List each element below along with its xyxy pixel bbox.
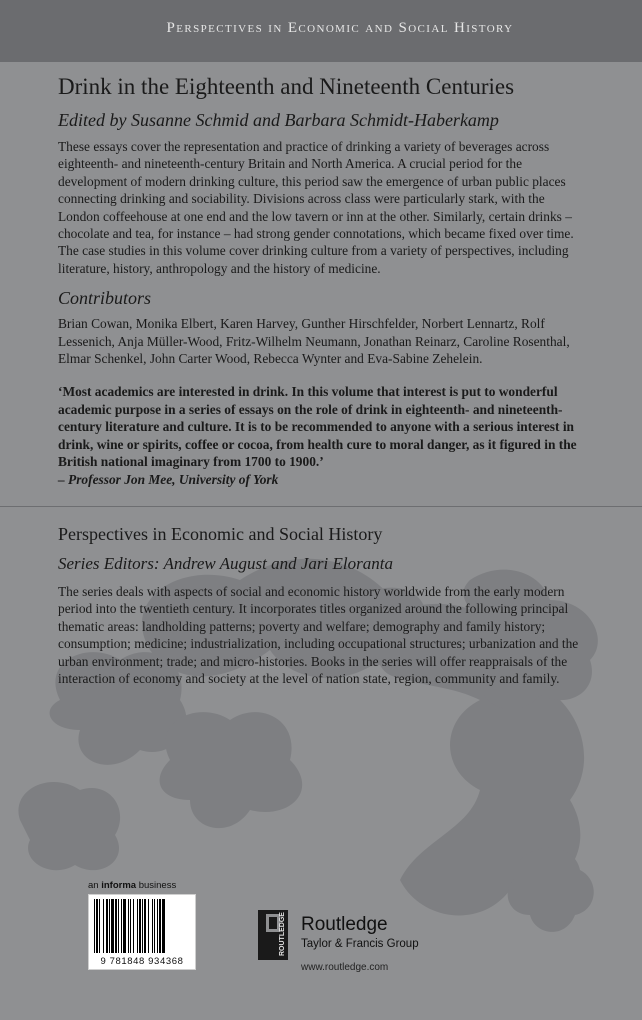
barcode-bar: [115, 899, 117, 953]
series-description: The series deals with aspects of social and economic history worldwide from the early modern period into the twentieth century. It incorporates titles organized around the following principal thematic areas: landholding patterns; poverty and welfare; demography and family history; consumption; medicine; industrialization, including occupational structures; urbanization and the urban environment; trade; and micro-histories. Books in the series will offer reappraisals of the interaction of economy and society at the level of nation state, region, community and family.: [58, 583, 579, 686]
series-header-band: [0, 0, 642, 62]
publisher-group: Taylor & Francis Group: [301, 938, 419, 950]
cover-footer: [0, 870, 642, 1020]
barcode-bar: [118, 899, 119, 953]
book-title: Drink in the Eighteenth and Nineteenth Centuries: [58, 74, 515, 99]
barcode-bar: [123, 899, 126, 953]
informa-suffix: business: [138, 880, 177, 891]
barcode-icon: [94, 899, 190, 953]
series-title: Perspectives in Economic and Social History: [58, 523, 383, 544]
barcode-bar: [133, 899, 134, 953]
series-header: Perspectives in Economic and Social History: [166, 19, 514, 36]
routledge-logo-icon: [258, 910, 288, 960]
back-cover-content: [58, 72, 588, 693]
barcode-bar: [159, 899, 161, 953]
informa-prefix: an: [88, 880, 99, 891]
series-editors: Series Editors: Andrew August and Jari Eloranta: [58, 553, 393, 573]
barcode-bar: [142, 899, 143, 953]
barcode-bar: [109, 899, 110, 953]
barcode-bar: [99, 899, 100, 953]
barcode-bar: [130, 899, 131, 953]
informa-business-label: [88, 880, 176, 891]
barcode-bar: [103, 899, 104, 953]
barcode-bar: [154, 899, 155, 953]
barcode-bar: [139, 899, 141, 953]
barcode-bar: [96, 899, 98, 953]
barcode-bar: [152, 899, 153, 953]
endorsement-attribution: – Professor Jon Mee, University of York: [58, 471, 279, 487]
book-description: These essays cover the representation and practice of drinking a variety of beverages across eighteenth- and nineteenth-century Britain and North America. A crucial period for the development of modern drinking culture, this period saw the emergence of urban public places connecting drinking and sociability. Divisions across class were particularly stark, with the London coffeehouse at one end and the low tavern or inn at the other. Similarly, certain drinks – chocolate and tea, for instance – had strong gender connotations, which became fixed over time. The case studies in this volume cover drinking culture from a variety of perspectives, including literature, history, anthropology and the history of medicine.: [58, 139, 574, 276]
isbn-barcode: [88, 894, 196, 970]
contributors-heading: Contributors: [58, 288, 152, 309]
isbn-number: 9 781848 934368: [100, 956, 184, 967]
section-divider: [0, 506, 642, 507]
contributors-list: Brian Cowan, Monika Elbert, Karen Harvey, Gunther Hirschfelder, Norbert Lennartz, Rolf Lessenich, Anja Müller-Wood, Fritz-Wilhelm Neumann, Jonathan Reinarz, Caroline Rosenthal, Elmar Schenkel, John Carter Wood, Rebecca Wynter and Eva-Sabine Zehelein.: [58, 316, 570, 367]
book-editors: Edited by Susanne Schmid and Barbara Schmidt-Haberkamp: [58, 110, 499, 130]
barcode-bar: [144, 899, 146, 953]
barcode-bar: [128, 899, 129, 953]
barcode-bar: [94, 899, 95, 953]
publisher-url[interactable]: www.routledge.com: [301, 962, 389, 973]
routledge-logo-text: ROUTLEDGE: [279, 912, 286, 956]
barcode-bar: [111, 899, 114, 953]
barcode-bar: [121, 899, 122, 953]
informa-brand: informa: [101, 880, 137, 891]
barcode-bar: [157, 899, 158, 953]
barcode-bar: [148, 899, 149, 953]
publisher-name: Routledge: [301, 914, 388, 935]
barcode-bar: [137, 899, 138, 953]
barcode-bar: [106, 899, 108, 953]
barcode-bar: [162, 899, 165, 953]
endorsement-quote: ‘Most academics are interested in drink. In this volume that interest is put to wonderful academic purpose in a series of essays on the role of drink in eighteenth- and nineteenth-century literature and culture. It is to be recommended to anyone with a serious interest in drink, wine or spirits, coffee or cocoa, from health cure to moral danger, as it figured in the British national imaginary from 1700 to 1900.’: [58, 384, 577, 470]
